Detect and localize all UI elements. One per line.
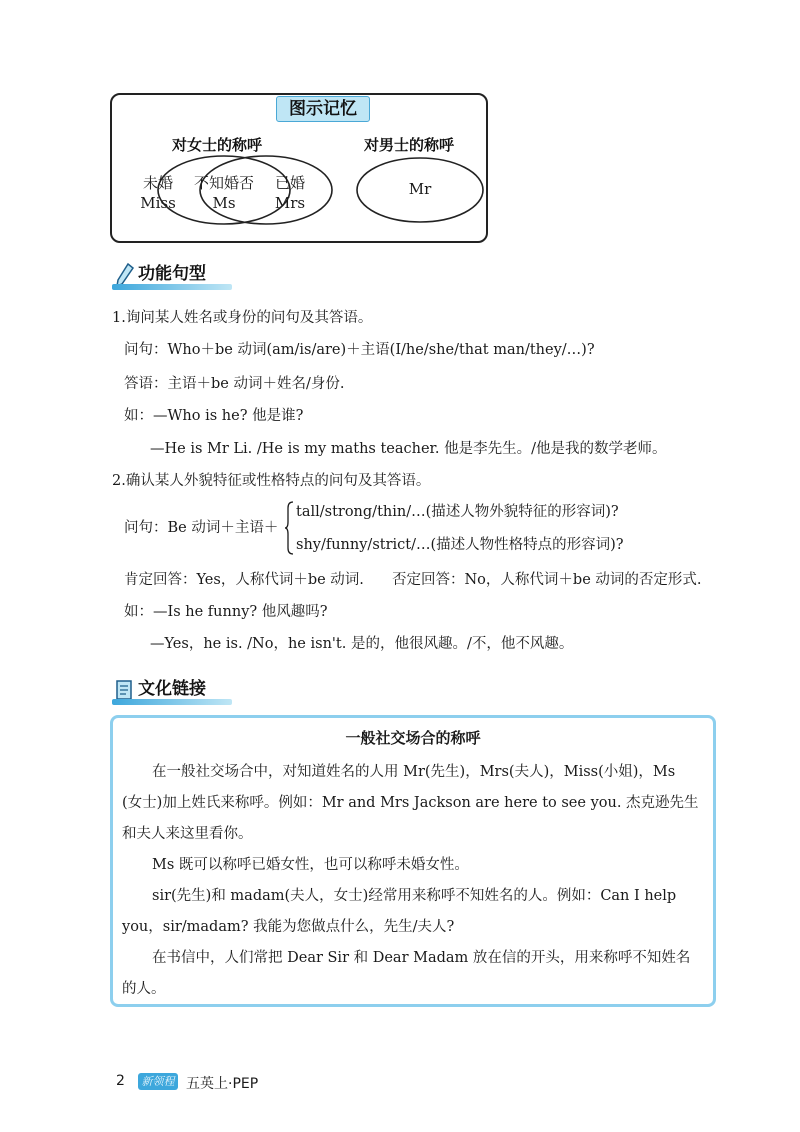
- culture-line-1: 在一般社交场合中，对知道姓名的人用 Mr(先生)，Mrs(夫人)，Miss(小姐)，Ms: [152, 764, 676, 780]
- culture-line-2: (女士)加上姓氏来称呼。例如：Mr and Mrs Jackson are here to see you. 杰克逊先生: [122, 795, 699, 811]
- venn-married-en: Mrs: [274, 194, 306, 212]
- venn-unmarried-cn: 未婚: [142, 174, 173, 192]
- item1-title: 1.询问某人姓名或身份的问句及其答语。: [112, 310, 373, 326]
- culture-line-7: 在书信中，人们常把 Dear Sir 和 Dear Madam 放在信的开头，用来称呼不知姓名: [152, 950, 691, 966]
- page-number: 2: [116, 1073, 125, 1089]
- item2-option-appearance: tall/strong/thin/…(描述人物外貌特征的形容词)?: [296, 504, 619, 520]
- memory-diagram-title: 图示记忆: [276, 96, 370, 122]
- culture-line-6: you，sir/madam? 我能为您做点什么，先生/夫人?: [122, 919, 455, 935]
- culture-line-3: 和夫人来这里看你。: [122, 826, 253, 842]
- male-address-label: 对男士的称呼: [364, 136, 455, 154]
- item2-option-personality: shy/funny/strict/…(描述人物性格特点的形容词)?: [296, 537, 624, 553]
- venn-unmarried-en: Miss: [140, 194, 176, 212]
- culture-line-4: Ms 既可以称呼已婚女性，也可以称呼未婚女性。: [152, 857, 469, 873]
- functional-sentences-header: [112, 262, 252, 290]
- venn-unknown: [186, 173, 262, 213]
- venn-unmarried: [134, 173, 182, 213]
- venn-unknown-en: Ms: [212, 194, 236, 212]
- culture-title: 一般社交场合的称呼: [345, 729, 481, 747]
- culture-line-5: sir(先生)和 madam(夫人，女士)经常用来称呼不知姓名的人。例如：Can I help: [152, 888, 677, 904]
- item1-example-2: —He is Mr Li. /He is my maths teacher. 他是李先生。/他是我的数学老师。: [150, 441, 667, 457]
- book-title: 五英上·PEP: [186, 1076, 259, 1092]
- item2-affirmative: 肯定回答：Yes，人称代词＋be 动词.: [124, 572, 364, 588]
- female-address-label: 对女士的称呼: [172, 136, 263, 154]
- brand-badge: 新领程: [138, 1073, 178, 1090]
- item2-question-prefix: 问句：Be 动词＋主语＋: [124, 520, 279, 536]
- item1-answer: 答语：主语＋be 动词＋姓名/身份.: [124, 376, 345, 392]
- item2-title: 2.确认某人外貌特征或性格特点的问句及其答语。: [112, 473, 431, 489]
- item1-question: 问句：Who＋be 动词(am/is/are)＋主语(I/he/she/that man/they/…)?: [124, 342, 595, 358]
- venn-married-cn: 已婚: [274, 174, 305, 192]
- venn-male: Mr: [408, 180, 432, 198]
- venn-unknown-cn: 不知婚否: [193, 174, 254, 192]
- culture-header-text: 文化链接: [138, 679, 206, 699]
- venn-married: [266, 173, 314, 213]
- item2-negative: 否定回答：No，人称代词＋be 动词的否定形式.: [392, 572, 702, 588]
- item2-example-2: —Yes，he is. /No，he isn't. 是的，他很风趣。/不，他不风趣。: [150, 636, 574, 652]
- culture-link-header: [112, 677, 252, 705]
- functional-header-text: 功能句型: [138, 264, 206, 284]
- curly-brace: [284, 500, 294, 556]
- culture-line-8: 的人。: [122, 981, 166, 997]
- item2-example-1: 如：—Is he funny? 他风趣吗?: [124, 604, 328, 620]
- item1-example-1: 如：—Who is he? 他是谁?: [124, 408, 304, 424]
